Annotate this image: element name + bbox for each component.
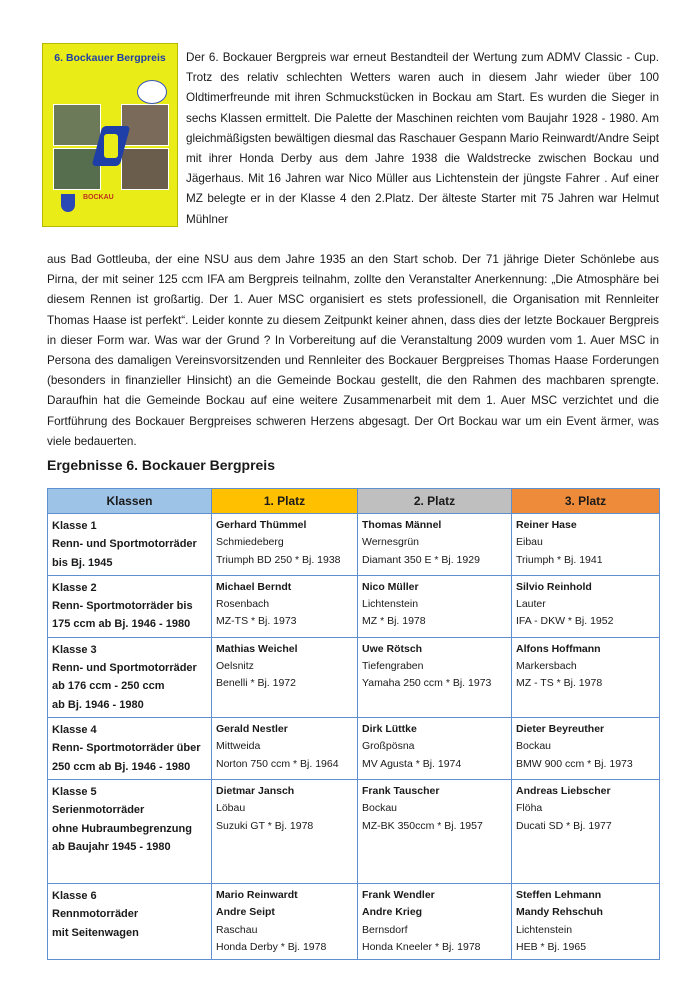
class-line: Renn- und Sportmotorräder bbox=[52, 662, 197, 675]
intro-paragraph-2: aus Bad Gottleuba, der eine NSU aus dem Jahre 1935 an den Start schob. Der 71 jährige Dieter Schönlebe aus Pirna, der mit seiner 125 ccm IFA am Bergpreis teilnahm, zollte den Veranstalter Anerkennung: „Die Atmosphäre bei diesem Rennen ist großartig. Der 1. Auer MSC organisiert es stets professionell, die Organisation mit Rennleiter Thomas Haase ist perfekt“. Leider konnte zu diesem Zeitpunkt keiner ahnen, dass dies der letzte Bockauer Bergpreis in dieser Form war. Was war der Grund ? In Vorbereitung auf die Veranstaltung 2009 wurden vom 1. Auer MSC in Persona des damaligen Vereinsvorsitzenden und Rennleiter des Bockauer Bergpreises Thomas Haase Forderungen (besonders in finanzieller Hinsicht) an die Gemeinde Bockau gestellt, die den Rahmen des machbaren sprengte. Daraufhin hat die Gemeinde Bockau auf eine weitere Zusammenarbeit mit dem 1. Auer MSC verzichtet und die Fortführung des Bockauer Bergpreises schweren Herzens abgesagt. Der Ort Bockau war um ein Event ärmer, was viele bedauerten. bbox=[47, 253, 659, 448]
rider-name: Gerhard Thümmel bbox=[216, 519, 307, 531]
rider-detail: MZ-BK 350ccm * Bj. 1957 bbox=[362, 819, 483, 832]
table-row bbox=[48, 718, 660, 780]
class-line: ohne Hubraumbegrenzung bbox=[52, 822, 192, 835]
class-line: Renn- und Sportmotorräder bbox=[52, 538, 197, 551]
results-table-body bbox=[48, 514, 660, 960]
rider-detail: Rosenbach bbox=[216, 598, 270, 611]
rider-name: Michael Berndt bbox=[216, 580, 292, 593]
rider-name: Andre Seipt bbox=[216, 906, 275, 919]
placement-cell-2 bbox=[358, 637, 512, 717]
class-line: ab 176 ccm - 250 ccm bbox=[52, 680, 165, 693]
poster-title: 6. Bockauer Bergpreis bbox=[54, 52, 166, 64]
placement-cell-1 bbox=[212, 718, 358, 780]
rider-detail: MZ-TS * Bj. 1973 bbox=[216, 615, 297, 628]
rider-detail: Norton 750 ccm * Bj. 1964 bbox=[216, 757, 339, 770]
rider-detail: Honda Derby * Bj. 1978 bbox=[216, 940, 327, 953]
class-line: 175 ccm ab Bj. 1946 - 1980 bbox=[52, 618, 191, 631]
placement-cell-1 bbox=[212, 575, 358, 637]
rider-detail: Markersbach bbox=[516, 660, 577, 673]
rider-detail: Triumph * Bj. 1941 bbox=[516, 553, 603, 566]
placement-cell-3 bbox=[512, 514, 660, 576]
rider-detail: Lauter bbox=[516, 598, 546, 611]
class-line: Klasse 5 bbox=[52, 786, 97, 799]
rider-name: Frank Tauscher bbox=[362, 785, 440, 798]
rider-detail: Raschau bbox=[216, 923, 258, 936]
rider-name: Dieter Beyreuther bbox=[516, 723, 605, 736]
rider-detail: MZ * Bj. 1978 bbox=[362, 615, 426, 628]
table-row bbox=[48, 575, 660, 637]
class-line: Klasse 2 bbox=[52, 581, 97, 594]
table-header-row bbox=[48, 489, 660, 514]
placement-cell-3 bbox=[512, 884, 660, 960]
rider-name: Dirk Lüttke bbox=[362, 723, 417, 736]
rider-name: Nico Müller bbox=[362, 580, 419, 593]
class-cell bbox=[48, 514, 212, 576]
rider-detail: Schmiedeberg bbox=[216, 536, 284, 549]
rider-name: Steffen Lehmann bbox=[516, 889, 602, 902]
table-row bbox=[48, 780, 660, 884]
rider-detail: Ducati SD * Bj. 1977 bbox=[516, 819, 612, 832]
cup-logo-icon bbox=[137, 80, 167, 104]
placement-cell-2 bbox=[358, 514, 512, 576]
header-platz-2: 2. Platz bbox=[358, 489, 512, 514]
rider-detail: Bernsdorf bbox=[362, 923, 408, 936]
placement-cell-2 bbox=[358, 575, 512, 637]
class-cell bbox=[48, 780, 212, 884]
rider-detail: Triumph BD 250 * Bj. 1938 bbox=[216, 553, 341, 566]
rider-detail: Mittweida bbox=[216, 740, 261, 753]
rider-name: Alfons Hoffmann bbox=[516, 642, 601, 655]
placement-cell-3 bbox=[512, 718, 660, 780]
rider-detail: Eibau bbox=[516, 536, 543, 549]
placement-cell-1 bbox=[212, 637, 358, 717]
rider-name: Mathias Weichel bbox=[216, 642, 298, 655]
rider-name: Dietmar Jansch bbox=[216, 785, 295, 798]
header-platz-3: 3. Platz bbox=[512, 489, 660, 514]
rider-detail: Benelli * Bj. 1972 bbox=[216, 677, 296, 690]
rider-detail: Lichtenstein bbox=[362, 598, 419, 611]
poster-logo-text: BOCKAU bbox=[83, 194, 114, 201]
class-line: 250 ccm ab Bj. 1946 - 1980 bbox=[52, 760, 191, 773]
class-line: Serienmotorräder bbox=[52, 804, 145, 817]
rider-name: Frank Wendler bbox=[362, 889, 435, 902]
class-line: ab Baujahr 1945 - 1980 bbox=[52, 840, 171, 853]
class-line: Klasse 6 bbox=[52, 890, 97, 903]
class-cell bbox=[48, 718, 212, 780]
rider-detail: Flöha bbox=[516, 802, 543, 815]
rider-detail: Yamaha 250 ccm * Bj. 1973 bbox=[362, 677, 492, 690]
table-row bbox=[48, 884, 660, 960]
poster-emblem-inner bbox=[104, 134, 118, 158]
class-line: bis Bj. 1945 bbox=[52, 556, 113, 569]
class-line: Klasse 4 bbox=[52, 724, 97, 737]
placement-cell-1 bbox=[212, 884, 358, 960]
class-line: mit Seitenwagen bbox=[52, 926, 139, 939]
class-line: Renn- Sportmotorräder bis bbox=[52, 600, 193, 613]
rider-detail: HEB * Bj. 1965 bbox=[516, 940, 587, 953]
coat-of-arms-icon bbox=[61, 194, 75, 212]
rider-detail: Lichtenstein bbox=[516, 923, 573, 936]
header-klassen: Klassen bbox=[48, 489, 212, 514]
class-line: ab Bj. 1946 - 1980 bbox=[52, 698, 144, 711]
class-line: Klasse 3 bbox=[52, 643, 97, 656]
class-line: Rennmotorräder bbox=[52, 908, 139, 921]
class-line: Renn- Sportmotorräder über bbox=[52, 742, 201, 755]
rider-detail: Wernesgrün bbox=[362, 536, 420, 549]
poster-photo bbox=[53, 104, 101, 146]
placement-cell-1 bbox=[212, 780, 358, 884]
rider-detail: Löbau bbox=[216, 802, 246, 815]
placement-cell-1 bbox=[212, 514, 358, 576]
class-cell bbox=[48, 884, 212, 960]
poster-photo bbox=[121, 104, 169, 146]
rider-detail: IFA - DKW * Bj. 1952 bbox=[516, 615, 614, 628]
class-cell bbox=[48, 637, 212, 717]
rider-detail: MZ - TS * Bj. 1978 bbox=[516, 677, 603, 690]
table-row bbox=[48, 637, 660, 717]
rider-name: Mario Reinwardt bbox=[216, 889, 298, 902]
placement-cell-3 bbox=[512, 780, 660, 884]
table-row bbox=[48, 514, 660, 576]
rider-name: Thomas Männel bbox=[362, 519, 442, 531]
rider-detail: Tiefengraben bbox=[362, 660, 424, 673]
placement-cell-2 bbox=[358, 718, 512, 780]
results-table bbox=[47, 488, 660, 960]
poster-logo bbox=[83, 194, 167, 218]
rider-detail: Großpösna bbox=[362, 740, 415, 753]
rider-name: Andreas Liebscher bbox=[516, 785, 611, 798]
class-cell bbox=[48, 575, 212, 637]
placement-cell-3 bbox=[512, 575, 660, 637]
rider-name: Silvio Reinhold bbox=[516, 580, 592, 593]
placement-cell-2 bbox=[358, 780, 512, 884]
placement-cell-2 bbox=[358, 884, 512, 960]
rider-detail: Honda Kneeler * Bj. 1978 bbox=[362, 940, 481, 953]
rider-name: Gerald Nestler bbox=[216, 723, 288, 736]
rider-name: Andre Krieg bbox=[362, 906, 423, 919]
results-title: Ergebnisse 6. Bockauer Bergpreis bbox=[47, 457, 275, 473]
rider-detail: Bockau bbox=[516, 740, 552, 753]
header-platz-1: 1. Platz bbox=[212, 489, 358, 514]
rider-detail: Bockau bbox=[362, 802, 398, 815]
rider-detail: MV Agusta * Bj. 1974 bbox=[362, 757, 462, 770]
rider-name: Reiner Hase bbox=[516, 519, 577, 531]
intro-paragraph-1: Der 6. Bockauer Bergpreis war erneut Bestandteil der Wertung zum ADMV Classic - Cup. Trotz des relativ schlechten Wetters waren auch in diesem Jahr wieder über 100 Oldtimerfreunde mit ihren Schmuckstücken in Bockau am Start. Es wurden die Sieger in sechs Klassen ermittelt. Die Palette der Maschinen reichten vom Baujahr 1928 - 1980. Am gleichmäßigsten bewältigen diesmal das Raschauer Gespann Mario Reinwardt/Andre Seipt mit ihrer Honda Derby aus dem Jahre 1938 die Waldstrecke zwischen Bockau und Jägerhaus. Mit 16 Jahren war Nico Müller aus Lichtenstein der jüngste Fahrer . Auf einer MZ belegte er in der Klasse 4 den 2.Platz. Der älteste Starter mit 75 Jahren war Helmut Mühlner bbox=[186, 51, 659, 226]
placement-cell-3 bbox=[512, 637, 660, 717]
rider-detail: Diamant 350 E * Bj. 1929 bbox=[362, 553, 480, 566]
rider-name: Uwe Rötsch bbox=[362, 642, 423, 655]
class-line: Klasse 1 bbox=[52, 520, 97, 532]
event-poster-image bbox=[42, 43, 178, 227]
rider-name: Mandy Rehschuh bbox=[516, 906, 603, 919]
poster-photo bbox=[121, 148, 169, 190]
rider-detail: Oelsnitz bbox=[216, 660, 254, 673]
rider-detail: BMW 900 ccm * Bj. 1973 bbox=[516, 757, 633, 770]
rider-detail: Suzuki GT * Bj. 1978 bbox=[216, 819, 314, 832]
